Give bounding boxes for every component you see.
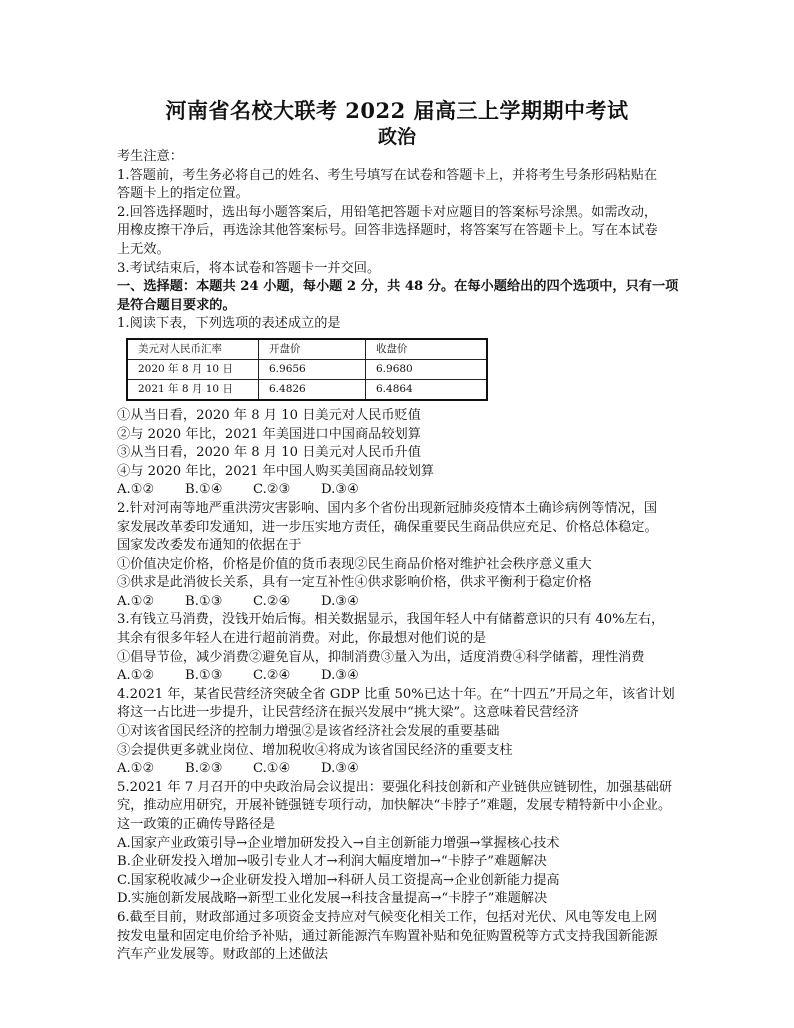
subject-title: 政治 (377, 126, 416, 148)
option-a: A.①② (117, 593, 155, 609)
option-c: C.②③ (253, 482, 291, 498)
table-header-cell: 美元对人民币汇率 (127, 339, 259, 360)
question-2-options (117, 593, 687, 612)
question-5-stem: 究，推动应用研究，开展补链强链专项行动，加快解决“卡脖子”难题，发展专精特新中小企业。 (117, 798, 672, 814)
question-5-choice: A.国家产业政策引导→企业增加研发投入→自主创新能力增强→掌握核心技术 (117, 835, 560, 851)
option-c: C.②④ (253, 668, 291, 684)
question-3-item: ①倡导节俭，减少消费②避免盲从，抑制消费③量入为出，适度消费④科学储蓄，理性消费 (117, 649, 645, 665)
question-1-item: ③从当日看，2020 年 8 月 10 日美元对人民币升值 (117, 445, 421, 461)
notice-line: 用橡皮擦干净后，再选涂其他答案标号。回答非选择题时，将答案写在答题卡上。写在本试卷 (117, 223, 658, 239)
table-cell: 6.9680 (366, 359, 488, 379)
question-4-stem: 4.2021 年，某省民营经济突破全省 GDP 比重 50%已达十年。在“十四五”开局之年，该省计划 (117, 686, 675, 702)
table-header-cell: 开盘价 (259, 339, 366, 360)
question-3-stem: 3.有钱立马消费，没钱开始后悔。相关数据显示，我国年轻人中有储蓄意识的只有 40%左右， (117, 612, 665, 628)
question-4-item: ①对该省国民经济的控制力增强②是该省经济社会发展的重要基础 (117, 724, 500, 740)
question-5-stem: 这一政策的正确传导路径是 (117, 817, 276, 832)
question-1-item: ②与 2020 年比，2021 年美国进口中国商品较划算 (117, 426, 421, 442)
option-b: B.①③ (185, 593, 223, 609)
option-b: B.①④ (185, 482, 223, 498)
question-2-item: ①价值决定价格，价格是价值的货币表现②民生商品价格对维护社会秩序意义重大 (117, 556, 592, 572)
question-2-stem: 2.针对河南等地严重洪涝灾害影响、国内多个省份出现新冠肺炎疫情本土确诊病例等情况，国 (117, 500, 658, 516)
question-6-stem: 6.截至目前，财政部通过多项资金支持应对气候变化相关工作，包括对光伏、风电等发电上网 (117, 909, 658, 925)
exchange-rate-table (126, 338, 488, 401)
option-d: D.③④ (321, 761, 359, 777)
option-d: D.③④ (321, 593, 359, 609)
question-3-stem: 其余有很多年轻人在进行超前消费。对此，你最想对他们说的是 (117, 631, 487, 647)
notice-line: 答题卡上的指定位置。 (117, 186, 249, 202)
question-2-stem: 家发展改革委印发通知，进一步压实地方责任，确保重要民生商品供应充足、价格总体稳定。 (117, 519, 658, 535)
question-5-choice: C.国家税收减少→企业研发投入增加→科研人员工资提高→企业创新能力提高 (117, 872, 560, 888)
table-row (127, 359, 487, 379)
table-header-row (127, 339, 487, 360)
question-5-choice: D.实施创新发展战略→新型工业化发展→科技含量提高→“卡脖子”难题解决 (117, 891, 548, 907)
option-d: D.③④ (321, 482, 359, 498)
question-4-item: ③会提供更多就业岗位、增加税收④将成为该省国民经济的重要支柱 (117, 742, 513, 758)
option-c: C.①④ (253, 761, 291, 777)
question-5-stem: 5.2021 年 7 月召开的中央政治局会议提出：要强化科技创新和产业链供应链韧性，加强基础研 (117, 779, 673, 795)
question-1-options (117, 481, 687, 500)
table-cell: 6.4864 (366, 379, 488, 400)
notice-heading: 考生注意： (117, 149, 183, 164)
question-1-item: ①从当日看，2020 年 8 月 10 日美元对人民币贬值 (117, 407, 421, 423)
question-3-options (117, 667, 687, 686)
option-a: A.①② (117, 761, 155, 777)
notice-line: 2.回答选择题时，选出每小题答案后，用铅笔把答题卡对应题目的答案标号涂黑。如需改动， (117, 204, 658, 220)
exam-title: 河南省名校大联考 2022 届高三上学期期中考试 (165, 98, 629, 123)
question-5-choice: B.企业研发投入增加→吸引专业人才→利润大幅度增加→“卡脖子”难题解决 (117, 854, 547, 870)
option-b: B.①③ (185, 668, 223, 684)
section-heading: 是符合题目要求的。 (117, 297, 236, 313)
question-4-options (117, 760, 687, 779)
notice-line: 3.考试结束后，将本试卷和答题卡一并交回。 (117, 260, 381, 276)
table-cell: 2020 年 8 月 10 日 (127, 359, 259, 379)
table-cell: 2021 年 8 月 10 日 (127, 379, 259, 400)
option-a: A.①② (117, 482, 155, 498)
option-d: D.③④ (321, 668, 359, 684)
section-heading: 一、选择题：本题共 24 小题，每小题 2 分，共 48 分。在每小题给出的四个选项中，只有一项 (117, 279, 679, 295)
question-6-stem: 按发电量和固定电价给予补贴，通过新能源汽车购置补贴和免征购置税等方式支持我国新能源 (117, 928, 658, 944)
option-b: B.②③ (185, 761, 223, 777)
table-row (127, 379, 487, 400)
table-cell: 6.9656 (259, 359, 366, 379)
question-4-stem: 将这一占比进一步提升，让民营经济在振兴发展中“挑大梁”。这意味着民营经济 (117, 705, 579, 721)
table-cell: 6.4826 (259, 379, 366, 400)
question-6-stem: 汽车产业发展等。财政部的上述做法 (117, 947, 328, 963)
notice-line: 上无效。 (117, 241, 170, 257)
question-2-stem: 国家发改委发布通知的依据在于 (117, 538, 302, 554)
notice-line: 1.答题前，考生务必将自己的姓名、考生号填写在试卷和答题卡上，并将考生号条形码粘贴在 (117, 167, 658, 183)
option-a: A.①② (117, 668, 155, 684)
exam-content (117, 148, 687, 965)
question-1-stem: 1.阅读下表，下列选项的表述成立的是 (117, 316, 341, 332)
option-c: C.②④ (253, 593, 291, 609)
table-header-cell: 收盘价 (366, 339, 488, 360)
question-1-item: ④与 2020 年比，2021 年中国人购买美国商品较划算 (117, 463, 435, 479)
question-2-item: ③供求是此消彼长关系，具有一定互补性④供求影响价格，供求平衡利于稳定价格 (117, 575, 592, 591)
